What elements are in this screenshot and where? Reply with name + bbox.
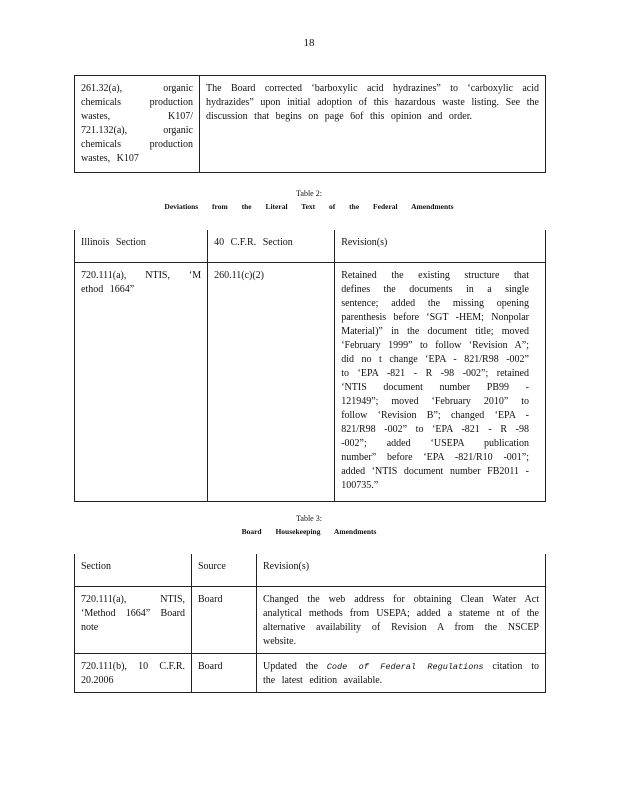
revision-cell: Retained the existing structure that defines the documents in a single sentence; added the missing opening parenthesis before ‘SGT -HEM; Nonpolar Material)” in the document title; moved ‘February 1999” to follow ‘Revision A”; did no t change ‘EPA - 821/R98 -002” to ‘EPA -821 - R -98 -002”; retained ‘NTIS document number PB99 - 121949”; moved ‘February 2010” to follow ‘Revision B”; changed ‘EPA - 821/R98 -002” to ‘EPA -821 - R -98 -002”; added ‘USEPA publication number” before ‘EPA -821/R10 -001”; added ‘NTIS document number FB2011 - 100735.” <box>341 270 529 491</box>
table2-caption <box>0 187 618 213</box>
table-row <box>75 587 546 654</box>
revision-cell-container <box>335 263 546 502</box>
section-cell: 720.111(b), 10 C.F.R. 20.2006 <box>75 654 192 693</box>
table-header-row <box>75 230 546 263</box>
table3-caption-subtitle: Board Housekeeping Amendments <box>241 527 377 536</box>
header-section: Section <box>75 554 192 587</box>
table-row <box>75 263 546 502</box>
revision-text-after: citation to the latest edition available. <box>263 661 539 686</box>
revision-cell <box>257 654 546 693</box>
source-cell: Board <box>192 587 257 654</box>
header-source: Source <box>192 554 257 587</box>
revision-text-before: Updated the <box>263 661 318 672</box>
table2-caption-title: Table 2: <box>296 189 322 198</box>
table3-caption-title: Table 3: <box>296 514 322 523</box>
section-cell: 720.111(a), NTIS, ‘Method 1664” Board note <box>75 587 192 654</box>
source-cell: Board <box>192 654 257 693</box>
header-illinois-section: Illinois Section <box>75 230 208 263</box>
header-revisions: Revision(s) <box>257 554 546 587</box>
cfr-citation: Code of Federal Regulations <box>326 662 484 672</box>
header-revisions: Revision(s) <box>335 230 546 263</box>
revision-cell: Changed the web address for obtaining Clean Water Act analytical methods from USEPA; added a stateme nt of the alternative availability of Revision A from the NSCEP website. <box>257 587 546 654</box>
illinois-section-cell: 720.111(a), NTIS, ‘M ethod 1664” <box>75 263 208 502</box>
table3-caption <box>0 512 618 538</box>
cfr-section-cell: 260.11(c)(2) <box>208 263 335 502</box>
table-row <box>75 654 546 693</box>
table2-caption-subtitle: Deviations from the Literal Text of the Federal Amendments <box>164 202 454 211</box>
header-cfr-section: 40 C.F.R. Section <box>208 230 335 263</box>
page-number: 18 <box>303 37 315 49</box>
deviations-table <box>74 230 546 502</box>
housekeeping-table <box>74 554 546 693</box>
section-cell: 261.32(a), organic chemicals production wastes, K107/ 721.132(a), organic chemicals production wastes, K107 <box>75 76 200 173</box>
continued-amendments-table <box>74 75 546 173</box>
table-row <box>75 76 546 173</box>
table-header-row <box>75 554 546 587</box>
revision-cell: The Board corrected ‘barboxylic acid hydrazines” to ‘carboxylic acid hydrazides” upon initial adoption of this hazardous waste listing. See the discussion that begins on page 6of this opinion and order. <box>200 76 546 173</box>
